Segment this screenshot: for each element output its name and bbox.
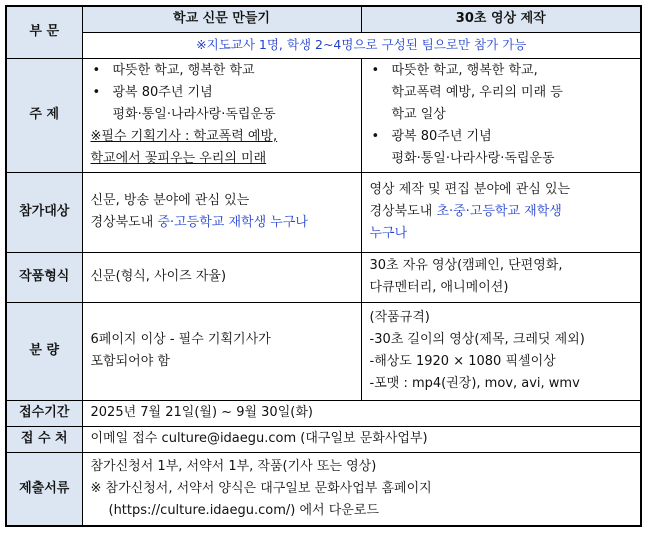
theme-video-item-1: • 따뜻한 학교, 행복한 학교, 학교폭력 예방, 우리의 미래 등 학교 일상: [370, 60, 633, 126]
theme-newspaper-item-2-sub: 평화·통일·나라사랑·독립운동: [112, 107, 276, 122]
docs-line-1: 참가신청서 1부, 서약서 1부, 작품(기사 또는 영상): [90, 458, 377, 474]
format-video-cell: [361, 252, 641, 302]
label-division: 부 문: [6, 6, 82, 58]
video-spec-length: -30초 길이의 영상(제목, 크레딧 제외): [369, 332, 585, 347]
format-video-line-2: 다큐멘터리, 애니메이션): [369, 280, 509, 295]
eligibility-newspaper-cell: [82, 172, 361, 252]
theme-newspaper-item-1: • 따뜻한 학교, 행복한 학교: [91, 60, 353, 82]
eligibility-video-line-1: 영상 제작 및 편집 분야에 관심 있는: [369, 182, 571, 197]
period-value: 2025년 7월 21일(월) ~ 9월 30일(화): [82, 400, 641, 426]
label-length: 분 량: [6, 302, 82, 400]
video-spec-title: (작품규격): [369, 310, 430, 325]
theme-video-item-2: • 광복 80주년 기념: [370, 126, 633, 148]
video-spec-format: -포맷 : mp4(권장), mov, avi, wmv: [369, 376, 580, 391]
label-period: 접수기간: [6, 400, 82, 426]
label-format: 작품형식: [6, 252, 82, 302]
where-value: 이메일 접수 culture@idaegu.com (대구일보 문화사업부): [82, 426, 641, 452]
format-newspaper: 신문(형식, 사이즈 자율): [82, 252, 361, 302]
docs-line-3: (https://culture.idaegu.com/) 에서 다운로드: [108, 502, 379, 518]
length-video-cell: [361, 302, 641, 400]
label-docs: 제출서류: [6, 452, 82, 526]
format-video-line-1: 30초 자유 영상(캠페인, 단편영화,: [369, 258, 563, 273]
length-newspaper-cell: [82, 302, 361, 400]
eligibility-video-line-3: 누구나: [369, 226, 408, 241]
length-newspaper-line-2: 포함되어야 함: [90, 354, 170, 369]
label-where: 접 수 처: [6, 426, 82, 452]
required-article-line-2: 학교에서 꽃피우는 우리의 미래: [90, 151, 267, 166]
theme-video-cell: [361, 58, 641, 172]
docs-cell: [82, 452, 641, 526]
column-video-header: 30초 영상 제작: [361, 6, 641, 32]
eligibility-newspaper-line-1: 신문, 방송 분야에 관심 있는: [90, 193, 250, 208]
label-eligibility: 참가대상: [6, 172, 82, 252]
theme-newspaper-cell: [82, 58, 361, 172]
column-newspaper-header: 학교 신문 만들기: [82, 6, 361, 32]
theme-newspaper-item-2: • 광복 80주년 기념: [91, 82, 353, 104]
video-spec-resolution: -해상도 1920 × 1080 픽셀이상: [369, 354, 556, 369]
label-theme: 주 제: [6, 58, 82, 172]
eligibility-newspaper-line-2: 경상북도내 중·고등학교 재학생 누구나: [90, 215, 308, 230]
required-article-line-1: ※필수 기획기사 : 학교폭력 예방,: [90, 129, 278, 144]
contest-info-table: [5, 5, 642, 527]
eligibility-video-cell: [361, 172, 641, 252]
docs-line-2: ※ 참가신청서, 서약서 양식은 대구일보 문화사업부 홈페이지: [90, 480, 432, 496]
eligibility-video-line-2: 경상북도내 초·중·고등학교 재학생: [369, 204, 562, 219]
length-newspaper-line-1: 6페이지 이상 - 필수 기획기사가: [90, 332, 271, 347]
theme-video-item-2-sub: 평화·통일·나라사랑·독립운동: [391, 151, 555, 166]
team-note: ※지도교사 1명, 학생 2~4명으로 구성된 팀으로만 참가 가능: [82, 32, 641, 58]
